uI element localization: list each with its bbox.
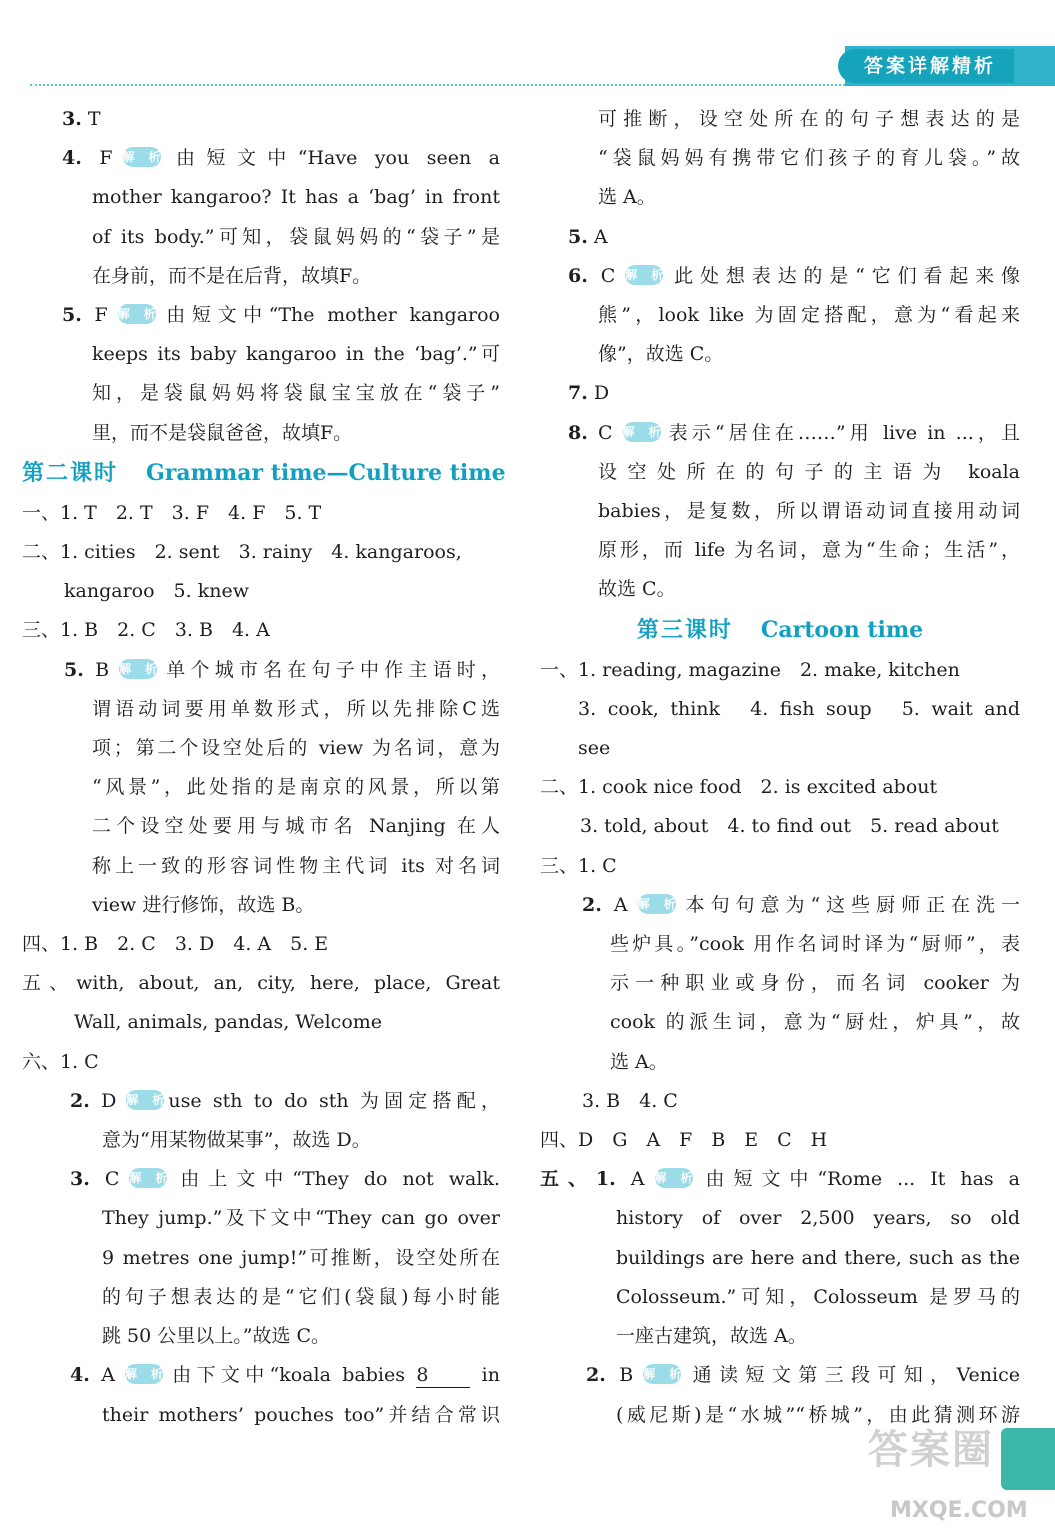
answer-line — [22, 1121, 500, 1160]
answer-text: 在身前，而不是在后背，故填F。 — [92, 264, 372, 287]
answer-line — [540, 729, 1020, 768]
answer-text: D — [593, 382, 610, 405]
answer-text: 一、1. reading, magazine 2. make, kitchen — [540, 658, 960, 681]
answer-line — [540, 1043, 1020, 1082]
answer-line — [22, 1278, 500, 1317]
answer-line — [22, 1356, 500, 1395]
answer-text: 些炉具。”cook 用作名词时译为“厨师”，表 — [610, 933, 1020, 956]
answer-line — [22, 1160, 500, 1199]
answer-line — [22, 1199, 500, 1238]
answer-line — [540, 690, 1020, 729]
answer-line — [22, 1043, 500, 1082]
answer-line — [540, 1199, 1020, 1238]
analysis-badge: 解析 — [638, 894, 676, 914]
answer-line — [540, 453, 1020, 492]
answer-line — [540, 925, 1020, 964]
analysis-badge: 解析 — [119, 659, 157, 679]
answer-text: C — [597, 421, 613, 444]
answer-text: babies，是复数，所以谓语动词直接用动词 — [598, 500, 1020, 523]
answer-text: A — [613, 893, 628, 916]
analysis-badge: 解析 — [126, 1090, 164, 1110]
answer-line — [22, 807, 500, 846]
answer-line — [22, 374, 500, 413]
answer-line — [22, 729, 500, 768]
answer-line — [540, 374, 1020, 413]
answer-line — [22, 1239, 500, 1278]
answer-text: 3. told, about 4. to find out 5. read about — [580, 815, 999, 838]
explanation-text: in — [470, 1364, 500, 1387]
answer-line — [540, 964, 1020, 1003]
answer-text: 选 A。 — [598, 186, 656, 209]
answer-text: A — [593, 225, 608, 248]
answer-line — [22, 651, 500, 690]
item-number: 4. — [62, 147, 82, 170]
answer-text: cook 的派生词，意为“厨灶，炉具”，故 — [610, 1011, 1020, 1034]
answer-line — [22, 572, 500, 611]
answer-text: 跳 50 公里以上。”故选 C。 — [102, 1325, 331, 1348]
answer-text: “袋鼠妈妈有携带它们孩子的育儿袋。”故 — [598, 147, 1020, 170]
answer-text: see — [578, 737, 611, 760]
section-heading-en: Cartoon time — [760, 616, 924, 643]
answer-text: 谓语动词要用单数形式，所以先排除C选 — [92, 697, 500, 720]
answer-text: F — [99, 147, 113, 170]
answer-line — [22, 257, 500, 296]
answer-line — [22, 139, 500, 178]
answer-text: 知，是袋鼠妈妈将袋鼠宝宝放在“袋子” — [92, 382, 500, 405]
section-heading-en: Grammar time—Culture time — [146, 459, 506, 486]
answer-text: C — [600, 264, 616, 287]
answer-text: buildings are here and there, such as the — [616, 1246, 1020, 1269]
answer-line — [540, 807, 1020, 846]
explanation-text: 本句句意为“这些厨师正在洗一 — [679, 893, 1021, 916]
answer-text: 三、1. B 2. C 3. B 4. A — [22, 619, 270, 642]
answer-line — [22, 925, 500, 964]
answer-line — [540, 1121, 1020, 1160]
answer-line — [540, 218, 1020, 257]
answer-text: 熊”，look like 为固定搭配，意为“看起来 — [598, 304, 1020, 327]
answer-text: of its body.”可知，袋鼠妈妈的“袋子”是 — [92, 225, 500, 248]
answer-line — [540, 1356, 1020, 1395]
answer-text: 3. B 4. C — [582, 1089, 678, 1112]
analysis-badge: 解析 — [655, 1168, 693, 1188]
answer-text: B — [619, 1364, 634, 1387]
answer-text: their mothers’ pouches too”并结合常识 — [102, 1403, 500, 1426]
watermark-logo-text: 答案圈 — [868, 1427, 994, 1473]
answer-text: 二个设空处要用与城市名 Nanjing 在人 — [92, 815, 500, 838]
answer-line — [540, 1278, 1020, 1317]
watermark — [868, 1416, 1055, 1536]
answer-line — [540, 570, 1020, 609]
answer-line — [22, 886, 500, 925]
section-heading-cn: 第三课时 — [636, 617, 733, 643]
explanation-text: 由短文中“Have you seen a — [164, 147, 500, 170]
analysis-badge: 解析 — [118, 304, 156, 324]
answer-line — [540, 414, 1020, 453]
answer-text: F — [94, 304, 108, 327]
answer-text: kangaroo 5. knew — [64, 580, 249, 603]
explanation-text: 由短文中“The mother kangaroo — [159, 304, 500, 327]
analysis-badge: 解析 — [643, 1364, 681, 1384]
left-column — [22, 100, 506, 1435]
answer-text: C — [104, 1168, 120, 1191]
answer-line — [22, 178, 500, 217]
answer-text: A — [101, 1364, 115, 1387]
answer-line — [22, 1396, 500, 1435]
answer-text: Wall, animals, pandas, Welcome — [74, 1011, 383, 1034]
answer-line — [22, 533, 500, 572]
answer-text: 二、1. cities 2. sent 3. rainy 4. kangaroos, — [22, 541, 462, 564]
answer-line — [540, 1003, 1020, 1042]
answer-line — [22, 100, 500, 139]
analysis-badge: 解析 — [129, 1168, 167, 1188]
explanation-text: 单个城市名在句子中作主语时， — [161, 658, 500, 681]
answer-line — [22, 218, 500, 257]
item-number: 4. — [70, 1364, 90, 1387]
answer-text: 四、D G A F B E C H — [540, 1129, 828, 1152]
watermark-badge — [1001, 1428, 1055, 1490]
item-number: 5. — [64, 658, 84, 681]
answer-text: 的句子想表达的是“它们(袋鼠)每小时能 — [102, 1285, 500, 1308]
answer-text: 3. cook, think 4. fish soup 5. wait and — [578, 697, 1020, 720]
right-column — [540, 100, 1020, 1435]
answer-line — [22, 1317, 500, 1356]
item-number: 3. — [62, 108, 82, 130]
answer-text: 里，而不是袋鼠爸爸，故填F。 — [92, 421, 353, 444]
item-number: 6. — [568, 264, 588, 287]
item-number: 5. — [568, 225, 588, 248]
blank-number: 8 — [416, 1363, 470, 1388]
answer-line — [540, 139, 1020, 178]
item-number: 7. — [568, 382, 588, 405]
answer-line — [22, 768, 500, 807]
analysis-badge: 解析 — [123, 147, 161, 167]
item-number: 2. — [582, 893, 602, 916]
answer-text: 可推断，设空处所在的句子想表达的是 — [598, 108, 1020, 130]
answer-line — [22, 296, 500, 335]
answer-text: T — [87, 108, 101, 130]
answer-text: 项；第二个设空处后的 view 为名词，意为 — [92, 737, 500, 760]
section-heading-cn: 第二课时 — [22, 460, 119, 486]
analysis-badge: 解析 — [625, 265, 663, 285]
explanation-text: 由上文中“They do not walk. — [171, 1168, 500, 1191]
explanation-text: 此处想表达的是“它们看起来像 — [667, 264, 1020, 287]
section-heading — [540, 610, 1020, 651]
answer-text: They jump.”及下文中“They can go over — [102, 1207, 500, 1230]
answer-text: view 进行修饰，故选 B。 — [92, 893, 315, 916]
answer-text: 像”，故选 C。 — [598, 343, 724, 366]
analysis-badge: 解析 — [623, 422, 661, 442]
answer-line — [540, 100, 1020, 139]
explanation-text: 通读短文第三段可知，Venice — [685, 1364, 1020, 1387]
answer-text: 二、1. cook nice food 2. is excited about — [540, 776, 938, 799]
answer-text: D — [101, 1089, 117, 1112]
answer-text: 四、1. B 2. C 3. D 4. A 5. E — [22, 933, 329, 956]
answer-line — [22, 494, 500, 533]
answer-line — [540, 296, 1020, 335]
answer-text: 五、with, about, an, city, here, place, Great — [22, 972, 500, 995]
answer-text: 示一种职业或身份，而名词 cooker 为 — [610, 972, 1020, 995]
explanation-text: 由短文中“Rome ... It has a — [696, 1168, 1021, 1191]
item-number: 8. — [568, 421, 588, 444]
answer-line — [540, 257, 1020, 296]
answer-line — [22, 1003, 500, 1042]
explanation-text: use sth to do sth 为固定搭配， — [168, 1089, 500, 1112]
answer-line — [22, 964, 500, 1003]
answer-text: 选 A。 — [610, 1050, 668, 1073]
answer-text: 意为“用某物做某事”，故选 D。 — [102, 1129, 371, 1152]
item-number: 3. — [70, 1168, 90, 1191]
answer-text: A — [630, 1168, 645, 1191]
watermark-url: MXQE.COM — [890, 1498, 1028, 1523]
answer-text: 六、1. C — [22, 1050, 99, 1073]
answer-line — [22, 414, 500, 453]
explanation-text: 表示“居住在……”用 live in ...，且 — [664, 421, 1020, 444]
answer-text: keeps its baby kangaroo in the ‘bag’.”可 — [92, 343, 500, 366]
answer-line — [540, 768, 1020, 807]
header-tag: 答案详解精析 — [838, 49, 1014, 83]
section-heading — [22, 453, 506, 494]
item-number: 2. — [586, 1364, 606, 1387]
answer-text: “风景”，此处指的是南京的风景，所以第 — [92, 776, 500, 799]
answer-text: history of over 2,500 years, so old — [616, 1207, 1020, 1230]
answer-line — [540, 531, 1020, 570]
answer-text: 9 metres one jump!”可推断，设空处所在 — [102, 1246, 500, 1269]
answer-line — [540, 178, 1020, 217]
answer-line — [540, 1160, 1020, 1199]
answer-line — [22, 690, 500, 729]
answer-text: mother kangaroo? It has a ‘bag’ in front — [92, 186, 500, 209]
answer-line — [540, 651, 1020, 690]
answer-line — [540, 1082, 1020, 1121]
item-number: 五、1. — [540, 1168, 616, 1191]
answer-text: 一、1. T 2. T 3. F 4. F 5. T — [22, 501, 322, 524]
analysis-badge: 解析 — [125, 1364, 163, 1384]
answer-text: 原形，而 life 为名词，意为“生命；生活”， — [598, 539, 1020, 562]
answer-line — [22, 1082, 500, 1121]
answer-text: 称上一致的形容词性物主代词 its 对名词 — [92, 854, 500, 877]
item-number: 5. — [62, 304, 82, 327]
answer-line — [540, 492, 1020, 531]
answer-text: B — [95, 658, 110, 681]
answer-text: (威尼斯)是“水城”“桥城”，由此猜测环游 — [616, 1403, 1020, 1426]
answer-text: 故选 C。 — [598, 578, 676, 601]
answer-line — [540, 335, 1020, 374]
answer-line — [22, 611, 500, 650]
answer-line — [540, 886, 1020, 925]
item-number: 2. — [70, 1089, 90, 1112]
answer-text: Colosseum.”可知，Colosseum 是罗马的 — [616, 1285, 1020, 1308]
answer-line — [540, 847, 1020, 886]
answer-line — [540, 1317, 1020, 1356]
header-divider — [30, 84, 845, 86]
answer-text: 三、1. C — [540, 854, 617, 877]
answer-text: 一座古建筑，故选 A。 — [616, 1325, 807, 1348]
answer-line — [540, 1239, 1020, 1278]
answer-line — [22, 335, 500, 374]
explanation-text: 由下文中“koala babies — [166, 1364, 417, 1387]
answer-line — [22, 847, 500, 886]
answer-text: 设空处所在的句子的主语为 koala — [598, 460, 1020, 483]
